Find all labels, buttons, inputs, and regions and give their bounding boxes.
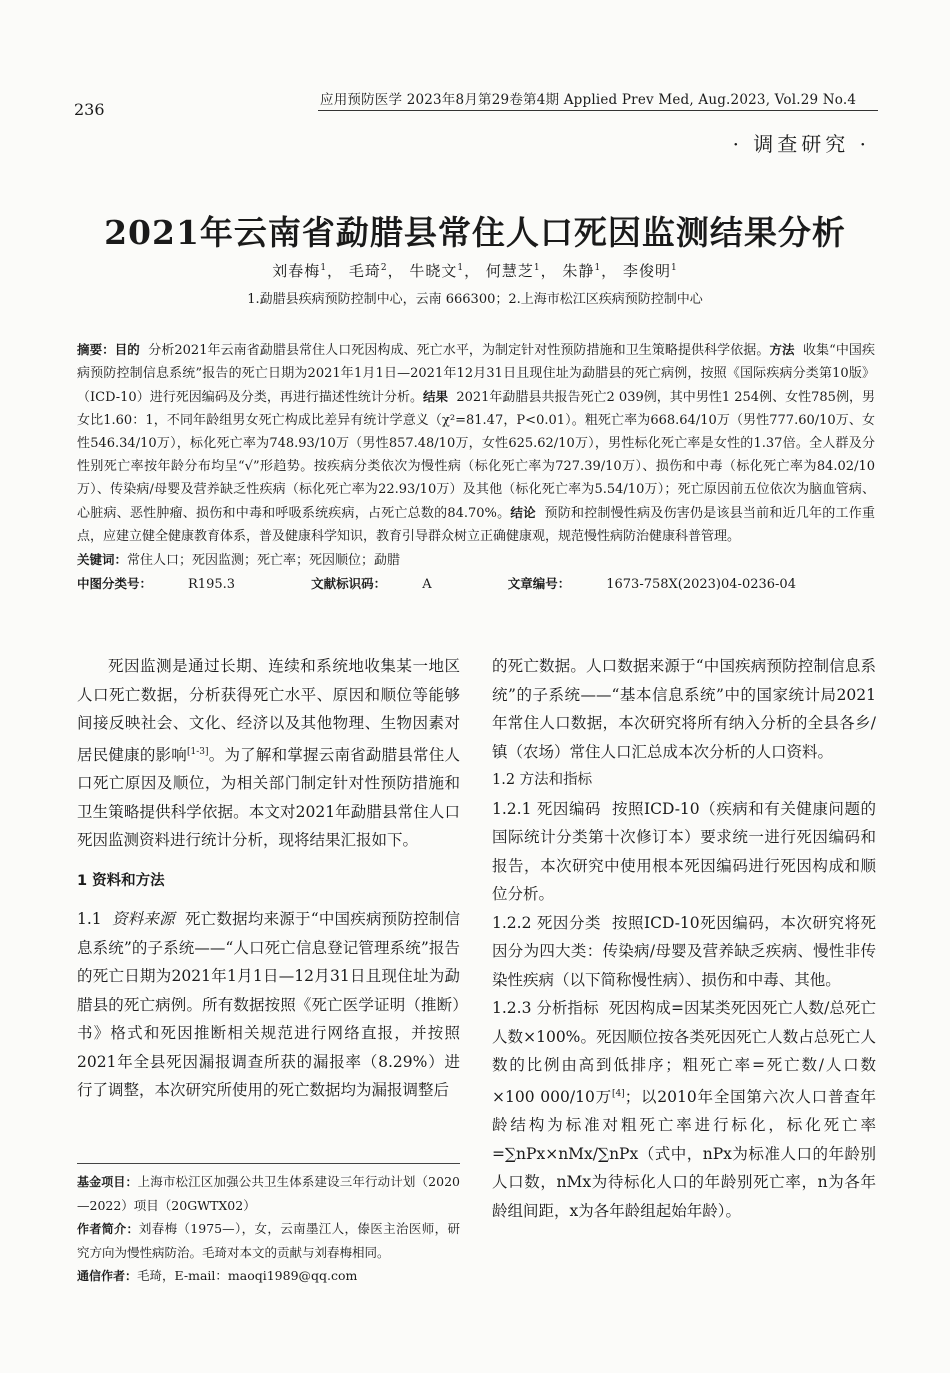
section-1-2-3-paragraph: 1.2.3 分析指标 死因构成=因某类死因死亡人数/总死亡人数×100%。死因顺位按各类死因死亡人数占总死亡人数的比例由高到低排序；粗死亡率=死亡数/人口数×100 000/10万[4]；以2010年全国第六次人口普查年龄结构为标准对粗死亡率进行标化，标化死亡率=∑nPx×nMx/∑nPx（式中，nPx为标准人口的年龄别人口数，nMx为待标化人口的年龄别死亡率，n为各年龄组间距，x为各年龄组起始年龄）。 xyxy=(492,999,877,1220)
article-no: 1673-758X(2023)04-0236-04 xyxy=(606,577,796,592)
results-text: 2021年勐腊县共报告死亡2 039例，其中男性1 254例、女性785例，男女比1.60：1，不同年龄组男女死亡构成比差异有统计学意义（χ²=81.47，P<0.01）。粗死亡率为668.64/10万（男性777.60/10万、女性546.34/10万），标化死亡率为748.93/10万（男性857.48/10万，女性625.62/10万），男性标化死亡率是女性的1.37倍。全人群及分性别死亡率按年龄分布均呈“√”形趋势。按疾病分类依次为慢性病（标化死亡率为727.39/10万）、损伤和中毒（标化死亡率为84.02/10万）、传染病/母婴及营养缺乏性疾病（标化死亡率为22.93/10万）及其他（标化死亡率为5.54/10万）；死亡原因前五位依次为脑血管病、心脏病、恶性肿瘤、损伤和中毒和呼吸系统疾病，占死亡总数的84.70%。 xyxy=(77,390,875,521)
right-column xyxy=(492,652,876,1225)
classification-line xyxy=(77,572,875,596)
footnote-rule xyxy=(77,1163,460,1164)
continued-paragraph: 的死亡数据。人口数据来源于“中国疾病预防控制信息系统”的子系统——“基本信息系统”中的国家统计局2021年常住人口数据，本次研究将所有纳入分析的全县各乡/镇（农场）常住人口汇总成本次分析的人口资料。 xyxy=(492,657,876,761)
header-rule xyxy=(318,110,878,111)
author: 何慧芝$^1$ xyxy=(485,262,541,280)
clc-code: R195.3 xyxy=(188,577,236,592)
author-bio-note: 作者简介：刘春梅（1975—），女，云南墨江人，傣医主治医师，研究方向为慢性病防治。毛琦对本文的贡献与刘春梅相同。 xyxy=(77,1221,460,1260)
conclusion-text: 预防和控制慢性病及伤害仍是该县当前和近几年的工作重点，应建立健全健康教育体系，普及健康科学知识，教育引导群众树立正确健康观，规范慢性病防治健康科普管理。 xyxy=(77,506,875,544)
article-no-label: 文章编号： xyxy=(507,576,571,591)
corresponding-author-note: 通信作者：毛琦，E-mail：maoqi1989@qq.com xyxy=(77,1268,358,1283)
running-head: 应用预防医学 2023年8月第29卷第4期 Applied Prev Med, Aug.2023, Vol.29 No.4 xyxy=(320,92,857,108)
author: 李俊明$^1$ xyxy=(622,262,678,280)
citation: [4] xyxy=(611,1088,625,1099)
abstract-label: 摘要： xyxy=(77,342,115,357)
objective-label: 目的 xyxy=(114,342,140,357)
section-label: · 调查研究 · xyxy=(732,132,870,156)
footnotes xyxy=(77,1170,460,1288)
affiliations: 1.勐腊县疾病预防控制中心，云南 666300；2.上海市松江区疾病预防控制中心 xyxy=(247,292,703,307)
section-1-2-1-paragraph: 1.2.1 死因编码 按照ICD-10（疾病和有关健康问题的国际统计分类第十次修订本）要求统一进行死因编码和报告，本次研究中使用根本死因编码进行死因构成和顺位分析。 xyxy=(492,799,876,903)
author-list: 刘春梅$^1$， 毛琦$^2$， 牛晓文$^1$， 何慧芝$^1$， 朱静$^1$， 李俊明$^1$ xyxy=(272,262,678,280)
author: 刘春梅$^1$ xyxy=(272,262,328,280)
section-heading: 1 资料和方法 xyxy=(77,872,165,889)
subsection-title: 资料来源 xyxy=(111,910,175,929)
methods-text: 收集“中国疾病预防控制信息系统”报告的死亡日期为2021年1月1日—2021年12月31日且现住址为勐腊县的死亡病例，按照《国际疾病分类第10版》（ICD-10）进行死因编码及分类，再进行描述性统计分析。 xyxy=(77,343,875,405)
left-column xyxy=(77,652,460,1105)
fund-note: 基金项目：上海市松江区加强公共卫生体系建设三年行动计划（2020—2022）项目（20GWTX02） xyxy=(77,1174,460,1213)
abstract-body xyxy=(77,338,875,548)
keywords: 常住人口；死因监测；死亡率；死因顺位；勐腊 xyxy=(127,553,401,568)
doc-code: A xyxy=(422,577,432,592)
section-1-2-2-paragraph: 1.2.2 死因分类 按照ICD-10死因编码，本次研究将死因分为四大类：传染病/母婴及营养缺乏疾病、慢性非传染性疾病（以下简称慢性病）、损伤和中毒、其他。 xyxy=(492,913,876,989)
doc-code-label: 文献标识码： xyxy=(311,576,387,591)
author: 朱静$^1$ xyxy=(562,262,602,280)
page-number: 236 xyxy=(74,100,105,119)
keywords-line xyxy=(77,548,875,572)
intro-paragraph: 死因监测是通过长期、连续和系统地收集某一地区人口死亡数据，分析获得死亡水平、原因和顺位等能够间接反映社会、文化、经济以及其他物理、生物因素对居民健康的影响[1-3]。为了解和掌握云南省勐腊县常住人口死亡原因及顺位，为相关部门制定针对性预防措施和卫生策略提供科学依据。本文对2021年勐腊县常住人口死因监测资料进行统计分析，现将结果汇报如下。 xyxy=(77,657,460,850)
section-1-1-paragraph: 1.1 资料来源 死亡数据均来源于“中国疾病预防控制信息系统”的子系统——“人口死亡信息登记管理系统”报告的死亡日期为2021年1月1日—12月31日且现住址为勐腊县的死亡病例。所有数据按照《死亡医学证明（推断）书》格式和死因推断相关规范进行网络直报，并按照2021年全县死因漏报调查所获的漏报率（8.29%）进行了调整，本次研究所使用的死亡数据均为漏报调整后 xyxy=(77,910,460,1100)
author: 牛晓文$^1$ xyxy=(409,262,465,280)
subsection-heading: 1.2 方法和指标 xyxy=(492,772,593,788)
methods-label: 方法 xyxy=(769,342,795,357)
citation: [1-3] xyxy=(187,746,209,757)
author: 毛琦$^2$ xyxy=(348,262,388,280)
objective-text: 分析2021年云南省勐腊县常住人口死因构成、死亡水平，为制定针对性预防措施和卫生策略提供科学依据。 xyxy=(148,343,770,358)
paper-title: 2021年云南省勐腊县常住人口死因监测结果分析 xyxy=(104,213,846,253)
results-label: 结果 xyxy=(422,389,449,404)
clc-label: 中图分类号： xyxy=(77,576,153,591)
abstract xyxy=(77,338,875,596)
conclusion-label: 结论 xyxy=(510,505,536,520)
keywords-label: 关键词： xyxy=(77,552,128,567)
